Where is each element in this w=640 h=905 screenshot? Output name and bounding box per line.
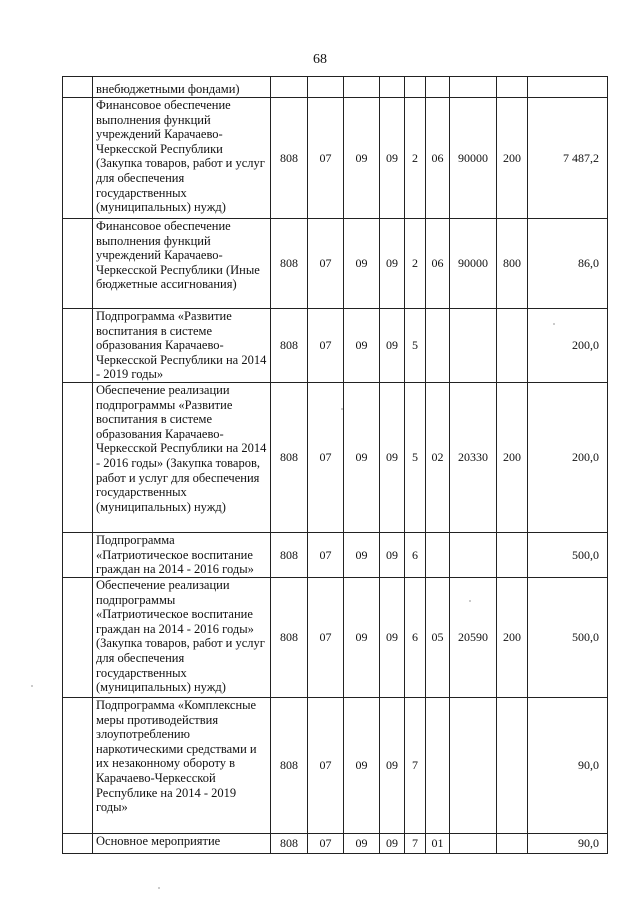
expense-type-cell (497, 309, 528, 383)
row-marker-cell (63, 578, 93, 698)
section-code-cell: 07 (308, 834, 344, 854)
program-code-cell: 09 (380, 834, 405, 854)
subsection-code-cell: 09 (344, 834, 380, 854)
subprogram-code-cell (405, 77, 426, 98)
section-code-cell: 07 (308, 578, 344, 698)
expense-type-cell: 800 (497, 219, 528, 309)
scan-speck (158, 887, 160, 889)
row-marker-cell (63, 533, 93, 578)
program-code-cell: 09 (380, 219, 405, 309)
table-row (63, 578, 608, 698)
table-row (63, 383, 608, 533)
scan-speck (341, 408, 343, 410)
section-code-cell: 07 (308, 98, 344, 219)
row-marker-cell (63, 698, 93, 834)
subsection-code-cell: 09 (344, 383, 380, 533)
subsection-code-cell: 09 (344, 698, 380, 834)
row-marker-cell (63, 383, 93, 533)
activity-code-cell (426, 309, 450, 383)
row-marker-cell (63, 834, 93, 854)
description-cell: Финансовое обеспечение выполнения функций учреждений Карачаево-Черкесской Республики (Закупка товаров, работ и услуг для обеспечения государственных (муниципальных) нужд) (93, 98, 271, 219)
scan-speck (553, 323, 555, 325)
subprogram-code-cell: 2 (405, 98, 426, 219)
amount-cell: 500,0 (528, 578, 608, 698)
direction-code-cell: 20590 (450, 578, 497, 698)
direction-code-cell (450, 77, 497, 98)
ministry-code-cell: 808 (271, 309, 308, 383)
table-row (63, 533, 608, 578)
ministry-code-cell: 808 (271, 578, 308, 698)
section-code-cell: 07 (308, 533, 344, 578)
amount-cell: 90,0 (528, 698, 608, 834)
section-code-cell: 07 (308, 219, 344, 309)
program-code-cell: 09 (380, 383, 405, 533)
amount-cell: 200,0 (528, 309, 608, 383)
description-cell: Финансовое обеспечение выполнения функций учреждений Карачаево-Черкесской Республики (Иные бюджетные ассигнования) (93, 219, 271, 309)
subprogram-code-cell: 5 (405, 383, 426, 533)
section-code-cell: 07 (308, 383, 344, 533)
direction-code-cell (450, 309, 497, 383)
description-cell: внебюджетными фондами) (93, 77, 271, 98)
expense-type-cell (497, 533, 528, 578)
section-code-cell (308, 77, 344, 98)
direction-code-cell (450, 834, 497, 854)
program-code-cell (380, 77, 405, 98)
expense-type-cell (497, 698, 528, 834)
subsection-code-cell: 09 (344, 219, 380, 309)
activity-code-cell: 02 (426, 383, 450, 533)
expense-type-cell: 200 (497, 98, 528, 219)
expense-type-cell: 200 (497, 383, 528, 533)
amount-cell: 86,0 (528, 219, 608, 309)
direction-code-cell: 20330 (450, 383, 497, 533)
description-cell: Подпрограмма «Патриотическое воспитание граждан на 2014 - 2016 годы» (93, 533, 271, 578)
amount-cell: 500,0 (528, 533, 608, 578)
expense-type-cell (497, 834, 528, 854)
subprogram-code-cell: 6 (405, 533, 426, 578)
description-cell: Основное мероприятие (93, 834, 271, 854)
program-code-cell: 09 (380, 578, 405, 698)
activity-code-cell (426, 698, 450, 834)
activity-code-cell: 06 (426, 219, 450, 309)
scan-speck (469, 600, 471, 602)
ministry-code-cell: 808 (271, 533, 308, 578)
subsection-code-cell: 09 (344, 309, 380, 383)
expense-type-cell: 200 (497, 578, 528, 698)
activity-code-cell (426, 77, 450, 98)
table-body (63, 77, 608, 854)
page-number: 68 (313, 52, 327, 67)
activity-code-cell: 05 (426, 578, 450, 698)
description-cell: Обеспечение реализации подпрограммы «Патриотическое воспитание граждан на 2014 - 2016 годы» (Закупка товаров, работ и услуг для обеспечения государственных (муниципальных) нужд) (93, 578, 271, 698)
program-code-cell: 09 (380, 309, 405, 383)
expense-type-cell (497, 77, 528, 98)
description-cell: Подпрограмма «Комплексные меры противодействия злоупотреблению наркотическими средствами и их незаконному обороту в Карачаево-Черкесской Республике на 2014 - 2019 годы» (93, 698, 271, 834)
program-code-cell: 09 (380, 698, 405, 834)
activity-code-cell: 06 (426, 98, 450, 219)
ministry-code-cell: 808 (271, 383, 308, 533)
amount-cell: 200,0 (528, 383, 608, 533)
ministry-code-cell: 808 (271, 834, 308, 854)
subprogram-code-cell: 5 (405, 309, 426, 383)
direction-code-cell (450, 698, 497, 834)
row-marker-cell (63, 309, 93, 383)
section-code-cell: 07 (308, 309, 344, 383)
row-marker-cell (63, 77, 93, 98)
budget-table (62, 76, 608, 854)
subsection-code-cell: 09 (344, 533, 380, 578)
table-row (63, 309, 608, 383)
amount-cell: 90,0 (528, 834, 608, 854)
subprogram-code-cell: 2 (405, 219, 426, 309)
subprogram-code-cell: 7 (405, 834, 426, 854)
table-row (63, 98, 608, 219)
ministry-code-cell: 808 (271, 219, 308, 309)
subsection-code-cell: 09 (344, 578, 380, 698)
subprogram-code-cell: 7 (405, 698, 426, 834)
activity-code-cell (426, 533, 450, 578)
table-row (63, 834, 608, 854)
description-cell: Подпрограмма «Развитие воспитания в системе образования Карачаево-Черкесской Республики на 2014 - 2019 годы» (93, 309, 271, 383)
subsection-code-cell (344, 77, 380, 98)
row-marker-cell (63, 219, 93, 309)
ministry-code-cell (271, 77, 308, 98)
amount-cell: 7 487,2 (528, 98, 608, 219)
row-marker-cell (63, 98, 93, 219)
section-code-cell: 07 (308, 698, 344, 834)
direction-code-cell (450, 533, 497, 578)
program-code-cell: 09 (380, 533, 405, 578)
description-cell: Обеспечение реализации подпрограммы «Развитие воспитания в системе образования Карачаево-Черкесской Республики на 2014 - 2016 годы» (Закупка товаров, работ и услуг для обеспечения государственных (муниципальных) нужд) (93, 383, 271, 533)
table-row (63, 698, 608, 834)
activity-code-cell: 01 (426, 834, 450, 854)
table-row (63, 219, 608, 309)
ministry-code-cell: 808 (271, 698, 308, 834)
table-row (63, 77, 608, 98)
subsection-code-cell: 09 (344, 98, 380, 219)
ministry-code-cell: 808 (271, 98, 308, 219)
amount-cell (528, 77, 608, 98)
program-code-cell: 09 (380, 98, 405, 219)
direction-code-cell: 90000 (450, 98, 497, 219)
subprogram-code-cell: 6 (405, 578, 426, 698)
scan-speck (31, 685, 33, 687)
direction-code-cell: 90000 (450, 219, 497, 309)
